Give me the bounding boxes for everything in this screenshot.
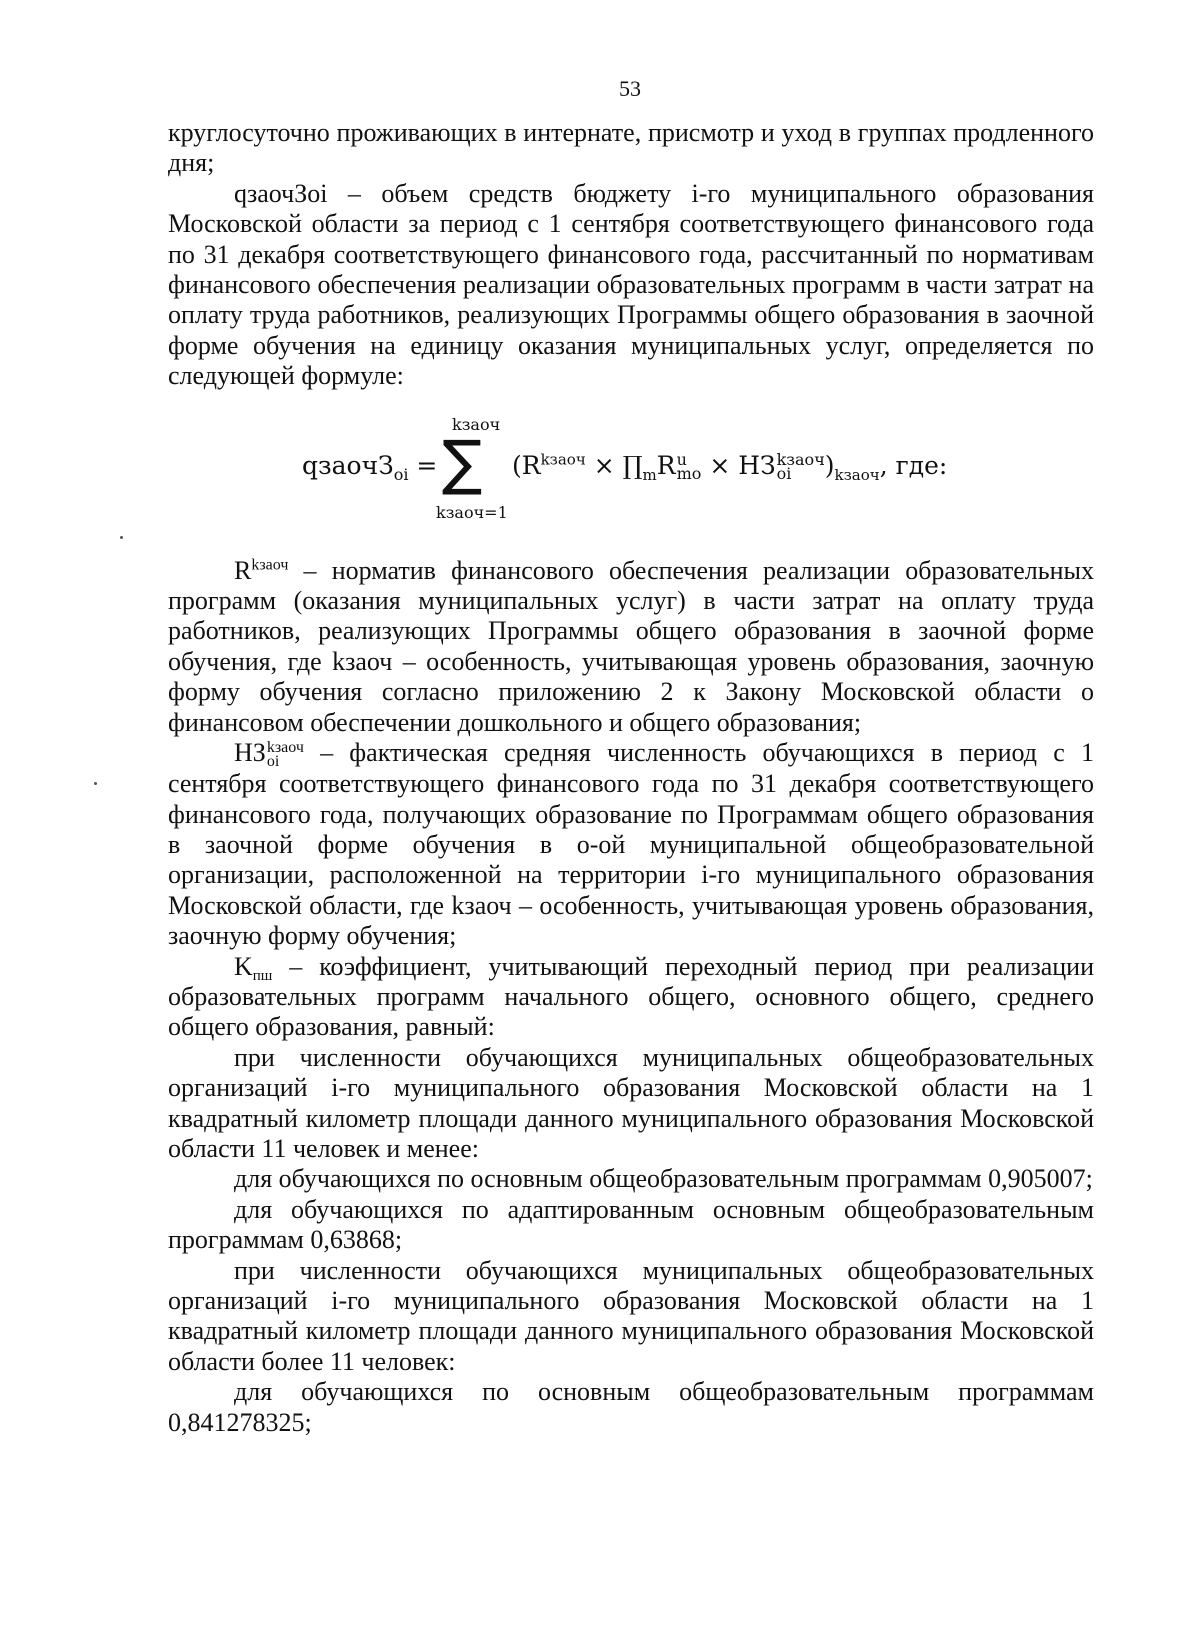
- formula-nz-sup: kзаоч: [776, 450, 825, 470]
- paragraph-kpsh-definition: [168, 952, 1094, 1043]
- formula-equals: =: [416, 450, 438, 480]
- formula-rhs: [512, 451, 947, 482]
- paragraph-nz-definition: [168, 738, 1094, 951]
- nz-symbol: НЗ: [234, 738, 266, 768]
- sum-upper-limit: kзаоч: [452, 414, 501, 434]
- r-symbol: R: [234, 555, 252, 585]
- formula-rmo-sub: mo: [676, 464, 702, 484]
- nz-symbol-sup: kзаоч: [266, 739, 304, 757]
- formula-qzaoch: [168, 410, 1094, 544]
- formula-rmo-sup: u: [676, 450, 687, 470]
- formula-close-sub: kзаоч: [834, 465, 880, 484]
- formula-open: (R: [512, 450, 541, 480]
- formula-tail: , где:: [879, 450, 948, 480]
- kpsh-definition-text: – коэффициент, учитывающий переходный период при реализации образовательных программ начального общего, основного общего, среднего общего образования, равный:: [168, 951, 1094, 1042]
- formula-times-prod: × ∏: [585, 450, 643, 480]
- page-body: [168, 118, 1094, 1438]
- paragraph-condition-1: при численности обучающихся муниципальных общеобразовательных организаций i-го муниципального образования Московской области на 1 квадратный километр площади данного муниципального образования Московской области 11 человек и менее:: [168, 1042, 1094, 1163]
- page-number: 53: [619, 76, 641, 101]
- formula-nz-sub: oi: [776, 464, 792, 484]
- nz-symbol-scripts: [267, 741, 304, 769]
- formula-rmo-scripts: [676, 450, 702, 484]
- r-symbol-sup: kзаоч: [251, 556, 289, 573]
- formula-lhs-sub: oi: [393, 464, 409, 484]
- r-definition-text: – норматив финансового обеспечения реализации образовательных программ (оказания муниципальных услуг) в части затрат на оплату труда работников, реализующих Программы общего образования в заочной форме обучения, где kзаоч – особенность, учитывающая уровень образования, заочную форму обучения согласно приложению 2 к Закону Московской области о финансовом обеспечении дошкольного и общего образования;: [168, 555, 1094, 737]
- paragraph-r-definition: [168, 556, 1094, 738]
- formula-lhs-main: qзаочЗ: [302, 450, 394, 480]
- formula-times-nz: × НЗ: [701, 450, 776, 480]
- formula-lhs: [302, 450, 438, 484]
- formula-close: ): [824, 450, 835, 480]
- paragraph-qzaoch-definition: qзаочЗoi – объем средств бюджету i-го муниципального образования Московской области за период с 1 сентября соответствующего финансового года по 31 декабря соответствующего финансового года, рассчитанный по нормативам финансового обеспечения реализации образовательных программ в части затрат на оплату труда работников, реализующих Программы общего образования в заочной форме обучения на единицу оказания муниципальных услуг, определяется по следующей формуле:: [168, 178, 1094, 391]
- scan-speck: [120, 536, 123, 539]
- nz-symbol-sub: oi: [266, 753, 280, 771]
- kpsh-symbol: K: [234, 951, 253, 981]
- paragraph-condition-2: при численности обучающихся муниципальных общеобразовательных организаций i-го муниципального образования Московской области на 1 квадратный километр площади данного муниципального образования Московской области более 11 человек:: [168, 1255, 1094, 1376]
- formula-nz-scripts: [776, 450, 825, 484]
- kpsh-symbol-sub: пш: [252, 967, 273, 984]
- paragraph-value-1: для обучающихся по основным общеобразовательным программам 0,905007;: [234, 1164, 1093, 1194]
- paragraph-value-3: для обучающихся по основным общеобразовательным программам 0,841278325;: [168, 1377, 1094, 1437]
- sum-lower-limit: kзаоч=1: [436, 502, 508, 522]
- nz-definition-text: – фактическая средняя численность обучающихся в период с 1 сентября соответствующего финансового года по 31 декабря соответствующего финансового года, получающих образование по Программам общего образования в заочной форме обучения в о-ой муниципальной общеобразовательной организации, расположенной на территории i-го муниципального образования Московской области, где kзаоч – особенность, учитывающая уровень образования, заочную форму обучения;: [168, 738, 1094, 951]
- scan-speck: [94, 782, 97, 785]
- paragraph-continuation: круглосуточно проживающих в интернате, присмотр и уход в группах продленного дня;: [168, 118, 1094, 178]
- formula-prod-sub: m: [642, 465, 657, 484]
- formula-rmo: R: [656, 450, 676, 480]
- formula-r-sup: kзаоч: [540, 450, 586, 469]
- sum-sign: ∑: [442, 427, 483, 498]
- paragraph-value-2: для обучающихся по адаптированным основным общеобразовательным программам 0,63868;: [168, 1194, 1094, 1255]
